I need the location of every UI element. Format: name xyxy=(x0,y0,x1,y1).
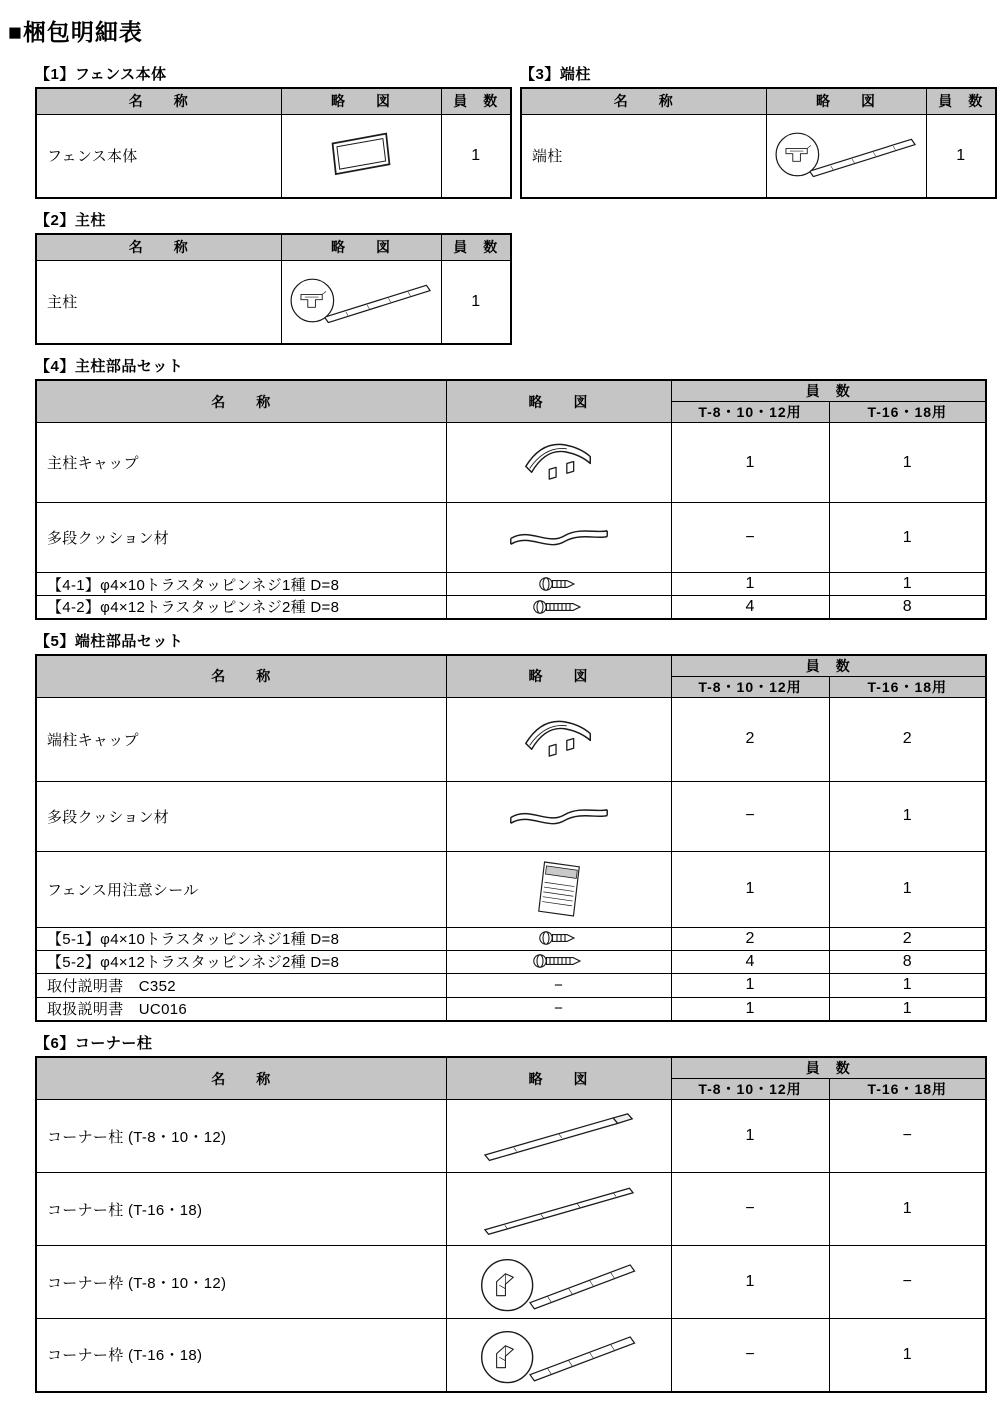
header-diagram: 略 図 xyxy=(446,655,671,698)
part-name-cell: 主柱 xyxy=(36,260,281,344)
qty-cell: 8 xyxy=(829,596,986,619)
post-cap-icon xyxy=(516,710,602,769)
qty-cell: 1 xyxy=(829,573,986,596)
header-diagram: 略 図 xyxy=(446,380,671,423)
diagram-cell: − xyxy=(446,973,671,997)
section-fence-body xyxy=(35,63,512,199)
part-name-cell: フェンス用注意シール xyxy=(36,851,446,927)
fence-panel-icon xyxy=(326,128,396,183)
qty-cell: 1 xyxy=(829,1319,986,1392)
corner-post-table xyxy=(35,1056,987,1393)
qty-cell: 1 xyxy=(671,851,829,927)
fence-body-table xyxy=(35,87,512,199)
qty-cell: 1 xyxy=(829,503,986,573)
header-diagram: 略 図 xyxy=(446,1057,671,1100)
qty-cell: 2 xyxy=(671,927,829,950)
post-cap-icon xyxy=(516,433,602,492)
header-name: 名 称 xyxy=(36,655,446,698)
cushion-icon xyxy=(505,802,613,831)
qty-cell: − xyxy=(671,1319,829,1392)
qty-cell: − xyxy=(671,503,829,573)
header-name: 名 称 xyxy=(36,88,281,114)
diagram-cell xyxy=(446,927,671,950)
diagram-cell: − xyxy=(446,997,671,1021)
table-row xyxy=(36,423,986,503)
qty-cell: 8 xyxy=(829,950,986,973)
table-row xyxy=(36,997,986,1021)
caution-sticker-icon xyxy=(532,858,586,920)
header-qty: 員 数 xyxy=(671,1057,986,1079)
table-row xyxy=(36,1100,986,1173)
header-qty: 員 数 xyxy=(671,380,986,402)
section-end-post-parts xyxy=(35,630,986,1023)
part-name-cell: 端柱キャップ xyxy=(36,697,446,781)
header-qty-t16-18: T-16・18用 xyxy=(829,1079,986,1100)
corner-frame-icon xyxy=(475,1250,643,1315)
end-post-icon xyxy=(770,124,922,188)
diagram-cell xyxy=(446,503,671,573)
cushion-icon xyxy=(505,523,613,552)
qty-cell: 1 xyxy=(829,781,986,851)
qty-cell: − xyxy=(829,1246,986,1319)
header-qty: 員 数 xyxy=(926,88,996,114)
qty-cell: 1 xyxy=(671,1100,829,1173)
qty-cell: 1 xyxy=(671,997,829,1021)
header-qty-t8-10-12: T-8・10・12用 xyxy=(671,402,829,423)
end-post-table xyxy=(520,87,997,199)
part-name-cell: 【4-1】φ4×10トラスタッピンネジ1種 D=8 xyxy=(36,573,446,596)
corner-frame-icon xyxy=(475,1322,643,1387)
table-row xyxy=(36,260,511,344)
page-title: ■梱包明細表 xyxy=(8,19,143,45)
qty-cell: 1 xyxy=(671,423,829,503)
qty-cell: 1 xyxy=(829,973,986,997)
section-5-label: 【5】端柱部品セット xyxy=(35,632,184,650)
qty-cell: 1 xyxy=(441,114,511,198)
screw-short-icon xyxy=(538,930,580,946)
qty-cell: 1 xyxy=(829,997,986,1021)
section-end-post xyxy=(520,63,997,199)
table-row xyxy=(36,1246,986,1319)
header-qty-t8-10-12: T-8・10・12用 xyxy=(671,1079,829,1100)
header-diagram: 略 図 xyxy=(766,88,926,114)
qty-cell: 2 xyxy=(671,697,829,781)
header-diagram: 略 図 xyxy=(281,88,441,114)
header-diagram: 略 図 xyxy=(281,234,441,260)
main-post-table xyxy=(35,233,512,345)
diagram-cell xyxy=(446,1100,671,1173)
header-row xyxy=(36,1057,986,1079)
part-name-cell: 主柱キャップ xyxy=(36,423,446,503)
header-row xyxy=(36,234,511,260)
diagram-cell xyxy=(446,423,671,503)
part-name-cell: コーナー柱 (T-8・10・12) xyxy=(36,1100,446,1173)
part-name-cell: コーナー枠 (T-8・10・12) xyxy=(36,1246,446,1319)
qty-cell: 2 xyxy=(829,927,986,950)
qty-cell: 1 xyxy=(671,973,829,997)
qty-cell: 1 xyxy=(671,573,829,596)
table-row xyxy=(36,503,986,573)
table-row xyxy=(36,1319,986,1392)
header-name: 名 称 xyxy=(36,234,281,260)
part-name-cell: 【5-2】φ4×12トラスタッピンネジ2種 D=8 xyxy=(36,950,446,973)
header-qty: 員 数 xyxy=(671,655,986,677)
diagram-cell xyxy=(446,1173,671,1246)
section-main-post-parts xyxy=(35,355,986,620)
qty-cell: 4 xyxy=(671,950,829,973)
diagram-cell xyxy=(446,596,671,619)
qty-cell: 4 xyxy=(671,596,829,619)
diagram-cell xyxy=(446,697,671,781)
main-post-icon xyxy=(285,270,437,334)
table-row xyxy=(36,1173,986,1246)
top-section-row xyxy=(35,63,986,199)
qty-cell: 1 xyxy=(441,260,511,344)
section-corner-post xyxy=(35,1032,986,1393)
diagram-cell xyxy=(446,950,671,973)
table-row xyxy=(36,851,986,927)
qty-cell: − xyxy=(671,781,829,851)
section-2-label: 【2】主柱 xyxy=(35,212,106,229)
header-row xyxy=(521,88,996,114)
diagram-cell xyxy=(446,781,671,851)
table-row xyxy=(36,781,986,851)
header-qty-t8-10-12: T-8・10・12用 xyxy=(671,676,829,697)
diagram-cell xyxy=(281,260,441,344)
part-name-cell: 多段クッション材 xyxy=(36,781,446,851)
diagram-cell xyxy=(446,573,671,596)
part-name-cell: 【4-2】φ4×12トラスタッピンネジ2種 D=8 xyxy=(36,596,446,619)
diagram-cell xyxy=(446,851,671,927)
header-row xyxy=(36,380,986,402)
qty-cell: 1 xyxy=(671,1246,829,1319)
table-row xyxy=(36,697,986,781)
section-main-post xyxy=(35,209,986,345)
qty-cell: − xyxy=(829,1100,986,1173)
qty-cell: 1 xyxy=(829,851,986,927)
header-name: 名 称 xyxy=(521,88,766,114)
part-name-cell: 【5-1】φ4×10トラスタッピンネジ1種 D=8 xyxy=(36,927,446,950)
table-row xyxy=(36,573,986,596)
diagram-cell xyxy=(766,114,926,198)
table-row xyxy=(36,114,511,198)
part-name-cell: コーナー柱 (T-16・18) xyxy=(36,1173,446,1246)
table-row xyxy=(36,973,986,997)
header-row xyxy=(36,88,511,114)
corner-post-capped-icon xyxy=(477,1108,641,1164)
section-6-label: 【6】コーナー柱 xyxy=(35,1035,153,1052)
main-post-parts-table xyxy=(35,379,987,620)
section-1-label: 【1】フェンス本体 xyxy=(35,66,167,83)
header-qty: 員 数 xyxy=(441,234,511,260)
diagram-cell xyxy=(281,114,441,198)
section-4-label: 【4】主柱部品セット xyxy=(35,358,184,375)
diagram-cell xyxy=(446,1246,671,1319)
screw-long-icon xyxy=(532,599,586,615)
header-qty-t16-18: T-16・18用 xyxy=(829,676,986,697)
header-row xyxy=(36,655,986,677)
table-row xyxy=(36,950,986,973)
qty-cell: − xyxy=(671,1173,829,1246)
part-name-cell: 端柱 xyxy=(521,114,766,198)
part-name-cell: コーナー枠 (T-16・18) xyxy=(36,1319,446,1392)
qty-cell: 1 xyxy=(829,423,986,503)
header-qty: 員 数 xyxy=(441,88,511,114)
part-name-cell: フェンス本体 xyxy=(36,114,281,198)
section-3-label: 【3】端柱 xyxy=(520,66,591,83)
part-name-cell: 多段クッション材 xyxy=(36,503,446,573)
table-row xyxy=(36,927,986,950)
end-post-parts-table xyxy=(35,654,987,1023)
screw-long-icon xyxy=(532,953,586,969)
part-name-cell: 取扱説明書 UC016 xyxy=(36,997,446,1021)
header-name: 名 称 xyxy=(36,1057,446,1100)
header-name: 名 称 xyxy=(36,380,446,423)
table-row xyxy=(36,596,986,619)
qty-cell: 1 xyxy=(829,1173,986,1246)
diagram-cell xyxy=(446,1319,671,1392)
header-qty-t16-18: T-16・18用 xyxy=(829,402,986,423)
table-row xyxy=(521,114,996,198)
screw-short-icon xyxy=(538,576,580,592)
qty-cell: 2 xyxy=(829,697,986,781)
corner-post-icon xyxy=(477,1181,641,1237)
qty-cell: 1 xyxy=(926,114,996,198)
part-name-cell: 取付説明書 C352 xyxy=(36,973,446,997)
